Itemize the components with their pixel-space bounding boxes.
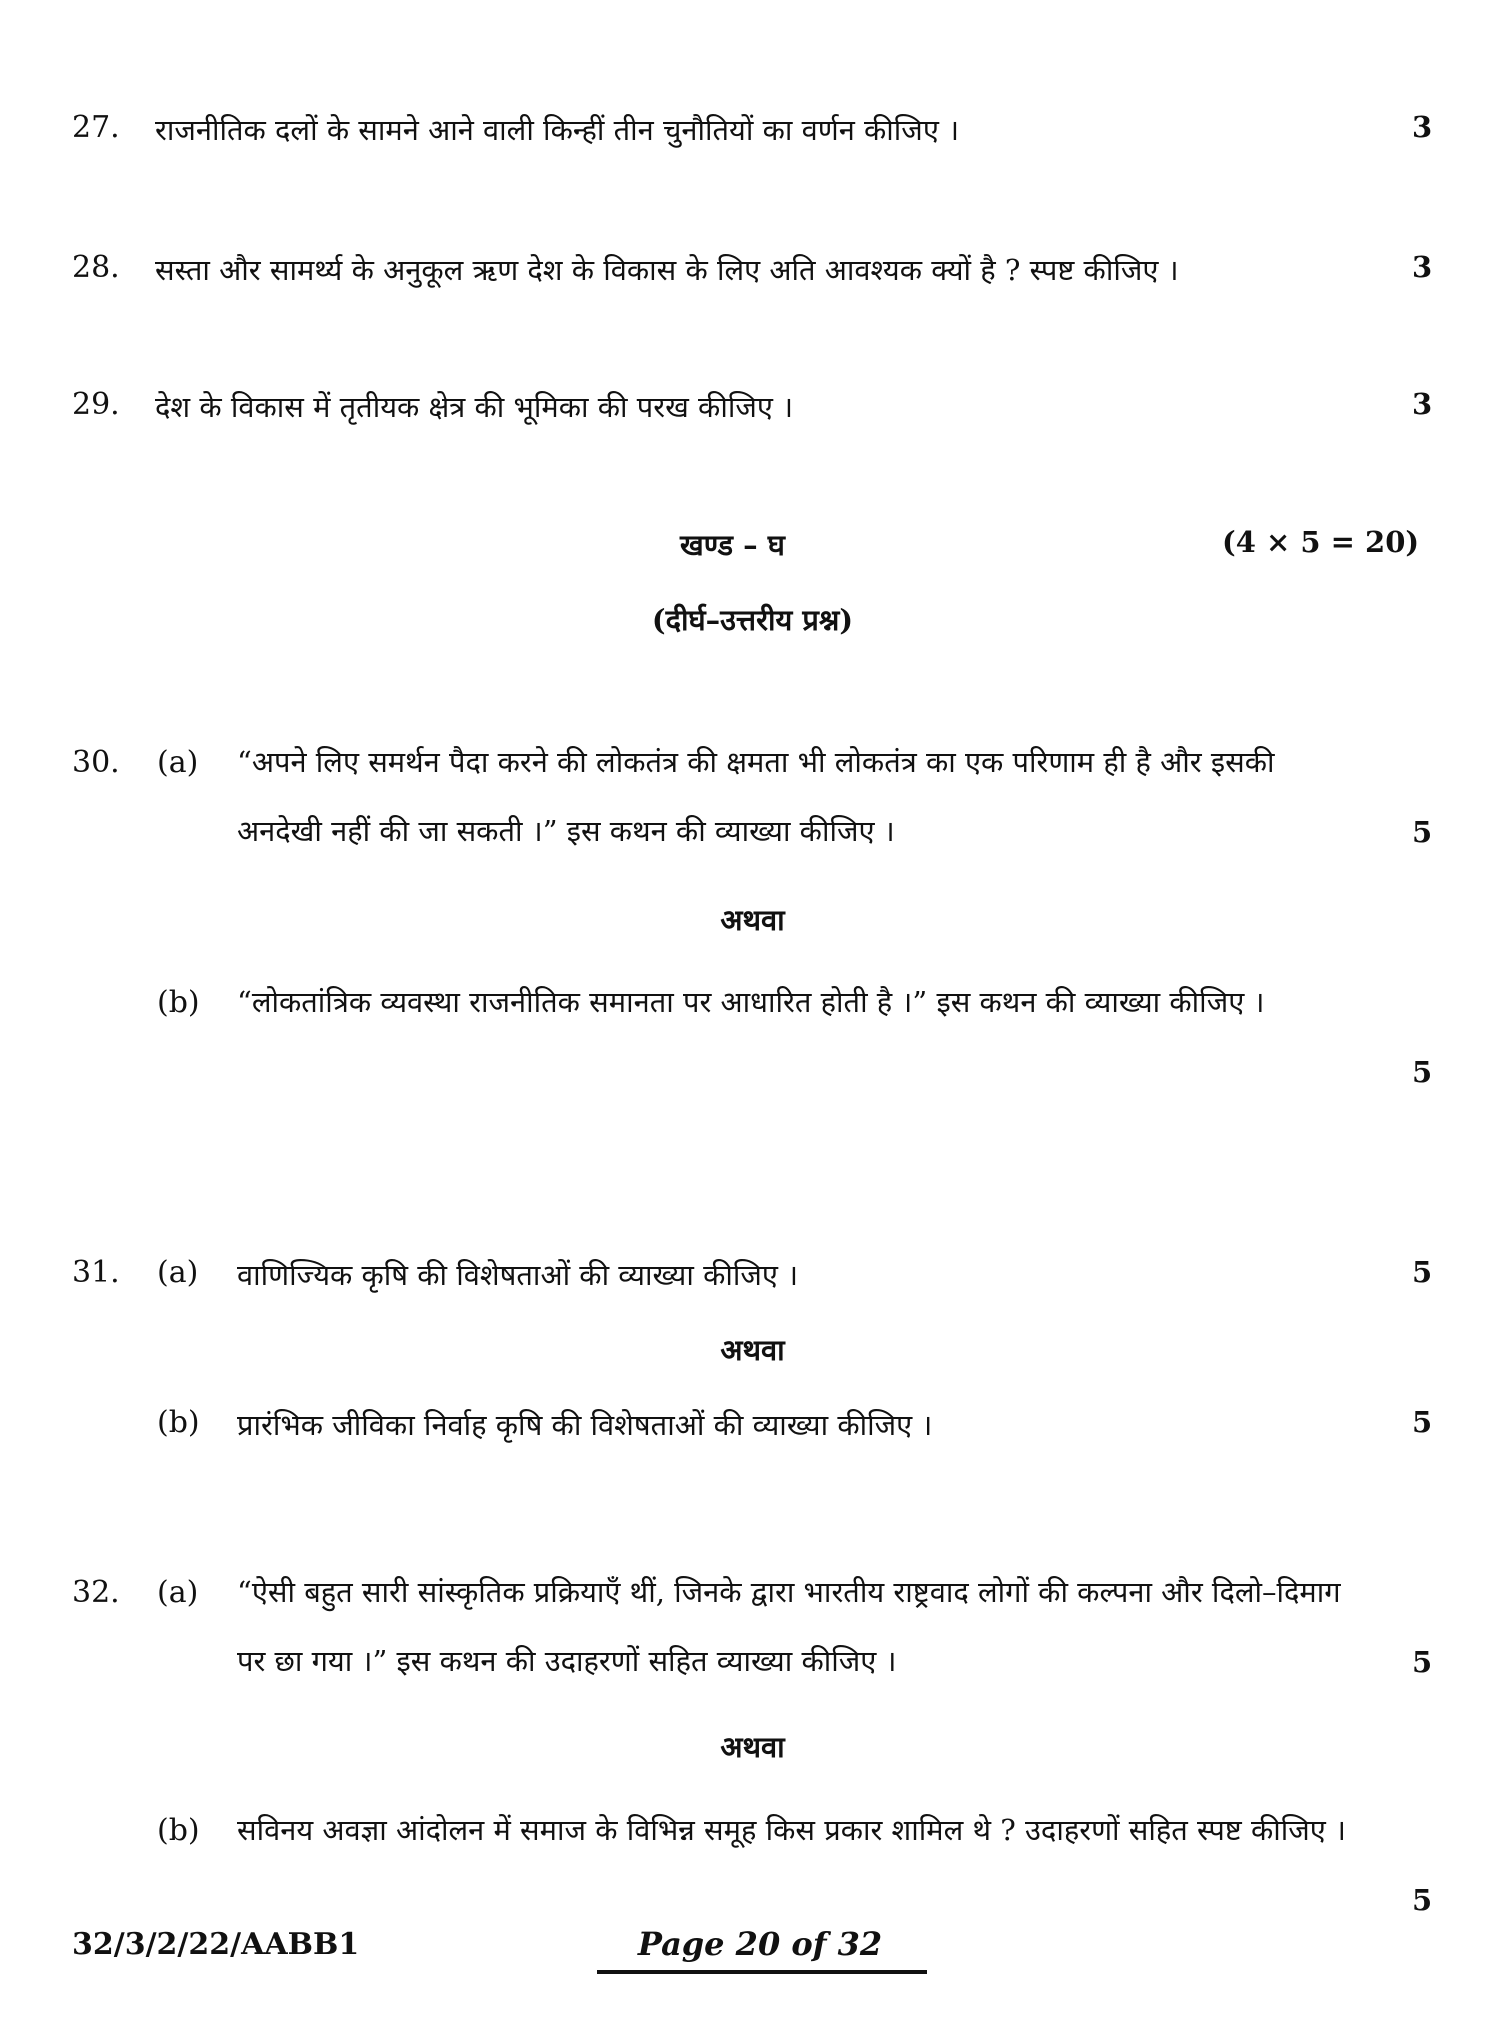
question-number: 31.: [72, 1255, 120, 1290]
section-title: खण्ड – घ: [680, 528, 785, 562]
question-number: 30.: [72, 745, 120, 780]
option-a-label: (a): [157, 1255, 199, 1290]
option-a-marks: 5: [1412, 815, 1433, 849]
question-marks: 3: [1412, 387, 1433, 421]
option-b-text: “लोकतांत्रिक व्यवस्था राजनीतिक समानता पर आधारित होती है ।” इस कथन की व्याख्या कीजिए ।: [237, 985, 1265, 1019]
option-a-text: वाणिज्यिक कृषि की विशेषताओं की व्याख्या कीजिए ।: [237, 1258, 799, 1292]
option-a-marks: 5: [1412, 1255, 1433, 1289]
question-marks: 3: [1412, 110, 1433, 144]
or-separator: अथवा: [720, 1730, 785, 1764]
paper-code: 32/3/2/22/AABB1: [72, 1927, 360, 1962]
option-b-label: (b): [157, 1405, 200, 1440]
question-number: 28.: [72, 250, 120, 285]
option-b-marks: 5: [1412, 1405, 1433, 1439]
page-number-underline: [597, 1970, 927, 1974]
question-text: देश के विकास में तृतीयक क्षेत्र की भूमिका की परख कीजिए ।: [155, 390, 794, 424]
page-number: Page 20 of 32: [637, 1925, 883, 1963]
option-b-marks: 5: [1412, 1055, 1433, 1089]
option-a-label: (a): [157, 1575, 199, 1610]
option-b-label: (b): [157, 1813, 200, 1848]
or-separator: अथवा: [720, 903, 785, 937]
option-a-text: “ऐसी बहुत सारी सांस्कृतिक प्रक्रियाएँ थीं, जिनके द्वारा भारतीय राष्ट्रवाद लोगों की कल्पना और दिलो–दिमाग पर छा गया ।” इस कथन की उदाहरणों सहित व्याख्या कीजिए ।: [237, 1575, 1341, 1678]
option-a-label: (a): [157, 745, 199, 780]
option-b-marks: 5: [1412, 1883, 1433, 1917]
section-subtitle: (दीर्घ–उत्तरीय प्रश्न): [651, 603, 854, 637]
option-a-marks: 5: [1412, 1645, 1433, 1679]
question-number: 29.: [72, 387, 120, 422]
question-text: सस्ता और सामर्थ्य के अनुकूल ऋण देश के विकास के लिए अति आवश्यक क्यों है ? स्पष्ट कीजिए ।: [155, 253, 1179, 287]
question-text: राजनीतिक दलों के सामने आने वाली किन्हीं तीन चुनौतियों का वर्णन कीजिए ।: [155, 113, 960, 147]
option-b-text: सविनय अवज्ञा आंदोलन में समाज के विभिन्न समूह किस प्रकार शामिल थे ? उदाहरणों सहित स्पष्ट कीजिए ।: [237, 1813, 1347, 1847]
question-number: 32.: [72, 1575, 120, 1610]
section-marks: (4 × 5 = 20): [1222, 525, 1420, 559]
question-number: 27.: [72, 110, 120, 145]
question-marks: 3: [1412, 250, 1433, 284]
option-b-label: (b): [157, 985, 200, 1020]
option-a-text: “अपने लिए समर्थन पैदा करने की लोकतंत्र की क्षमता भी लोकतंत्र का एक परिणाम ही है और इसकी अनदेखी नहीं की जा सकती ।” इस कथन की व्याख्या कीजिए ।: [237, 745, 1275, 848]
option-b-text: प्रारंभिक जीविका निर्वाह कृषि की विशेषताओं की व्याख्या कीजिए ।: [237, 1408, 933, 1442]
or-separator: अथवा: [720, 1333, 785, 1367]
